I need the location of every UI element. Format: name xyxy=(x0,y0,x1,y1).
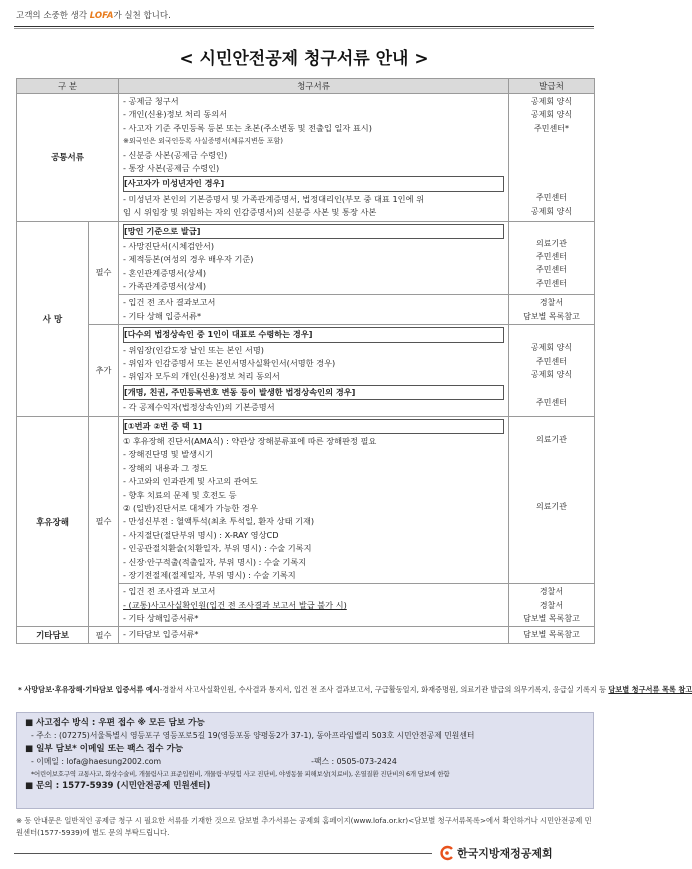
issuer: 주민센터 xyxy=(536,265,567,275)
common-docs xyxy=(119,94,509,222)
issuer: 공제회 양식 xyxy=(530,97,573,106)
death-required-docs2 xyxy=(119,295,509,325)
issuer: 의료기관 xyxy=(536,434,567,444)
col-issuer: 발급처 xyxy=(509,79,595,94)
issuer: 공제회 양식 xyxy=(530,110,573,120)
issuer: 담보별 목록참고 xyxy=(523,311,580,321)
list-item: - 사지절단(절단부위 명시) : X-RAY 영상CD xyxy=(123,529,279,540)
issuer: 주민센터 xyxy=(536,398,567,408)
list-item: - 기타 상해입증서류* xyxy=(123,613,199,624)
category-death: 사 망 xyxy=(17,221,89,416)
list-item: - 위임자 모두의 개인(신용)정보 처리 동의서 xyxy=(123,371,280,382)
issuer: 주민센터 xyxy=(536,278,567,288)
issuer: 경찰서 xyxy=(539,587,564,597)
top-rule xyxy=(14,26,594,29)
list-item: - 신장·안구적출(적출일자, 부위 명시) : 수술 기록지 xyxy=(123,556,307,567)
list-item: - 통장 사본(공제금 수령인) xyxy=(123,162,220,173)
mail-address: - 주소 : (07275)서울특별시 영등포구 영등포로5길 19(영등포동 양평동2가 37-1), 동아프라임밸리 503호 시민안전공제 민원센터 xyxy=(31,731,475,740)
table-row-death-additional xyxy=(17,325,595,416)
footnote: ※ 동 안내문은 일반적인 공제금 청구 시 필요한 서류를 기재한 것으로 담보별 추가서류는 공제회 홈페이지(www.lofa.or.kr)<담보별 청구서류목록>에서 확인하거나 시민안전공제 민원센터(1577-5939)에 별도 문의 부탁드립니다. xyxy=(16,816,592,837)
list-item: ② (일반)진단서로 대체가 가능한 경우 xyxy=(123,502,258,513)
category-common: 공통서류 xyxy=(17,94,119,222)
disability-heading-box xyxy=(123,419,504,434)
minor-box xyxy=(123,176,504,191)
list-item: - 공제금 청구서 xyxy=(123,96,179,106)
list-item: - 혼인관계증명서(상세) xyxy=(123,267,207,278)
other-docs xyxy=(119,627,509,643)
table-row-common xyxy=(17,94,595,222)
table-row-death-required xyxy=(17,221,595,295)
list-item: - 사고와의 인과관계 및 사고의 관여도 xyxy=(123,476,258,487)
brand-lofa: LOFA xyxy=(89,11,114,21)
issuer: 주민센터 xyxy=(536,193,567,203)
issuer: 담보별 목록참고 xyxy=(523,630,580,640)
email-fax-row xyxy=(25,756,585,769)
mail-heading: ■ 사고접수 방식 : 우편 접수 ※ 모든 담보 가능 xyxy=(25,718,205,728)
list-item: - 각 공제수익자(법정상속인)의 기본증명서 xyxy=(123,402,275,413)
tagline-suffix: 가 실천 합니다. xyxy=(113,11,171,21)
list-item: - 가족관계증명서(상세) xyxy=(123,281,207,292)
category-other: 기타담보 xyxy=(17,627,89,643)
col-category: 구 분 xyxy=(17,79,119,94)
issuer: 주민센터 xyxy=(536,356,567,366)
list-item: - 신분증 사본(공제금 수령인) xyxy=(123,149,228,160)
disability-issuers3 xyxy=(509,584,595,627)
list-item: - 위임장(인감도장 날인 또는 본인 서명) xyxy=(123,344,264,355)
additional-heading2: [개명, 친권, 주민등록번호 변동 등이 발생한 법정상속인의 경우] xyxy=(124,386,356,397)
list-item: - 입건 전 조사 결과보고서 xyxy=(123,297,216,308)
fax-number: -팩스 : 0505-073-2424 xyxy=(311,756,397,766)
note-reference: 담보별 청구서류 목록 참고 xyxy=(608,685,692,694)
issuer: 공제회 양식 xyxy=(530,370,573,380)
list-item: - 기타담보 입증서류* xyxy=(123,629,199,640)
list-item: - 장해진단명 및 발생시기 xyxy=(123,449,213,460)
list-item: ① 후유장해 진단서(AMA식) : 약관상 장해분류표에 따른 장해판정 필요 xyxy=(123,435,377,446)
list-item: - 제적등본(여성의 경우 배우자 기준) xyxy=(123,254,254,265)
list-item: - 만성신부전 : 혈액투석(최초 투석일, 환자 상태 기재) xyxy=(123,516,315,527)
lofa-logo-icon xyxy=(440,846,454,860)
list-item xyxy=(123,599,504,612)
list-item: - 인공관절치환술(치환일자, 부위 명시) : 수술 기록지 xyxy=(123,543,312,554)
death-required-docs xyxy=(119,221,509,295)
additional-heading-box xyxy=(123,327,504,342)
list-item: - 미성년자 본인의 기본증명서 및 가족관계증명서, 법정대리인(부모 중 대표 1인에 위 xyxy=(123,193,424,204)
issuer: 주민센터 xyxy=(536,251,567,261)
inquiry-heading: ■ 문의 : 1577-5939 (시민안전공제 민원센터) xyxy=(25,781,211,791)
issuer: 경찰서 xyxy=(539,600,564,610)
death-additional-issuers xyxy=(509,325,595,416)
death-heading: [망인 기준으로 발급] xyxy=(124,225,201,236)
additional-heading: [다수의 법정상속인 중 1인이 대표로 수령하는 경우] xyxy=(124,329,313,340)
email-fax-heading: ■ 일부 담보* 이메일 또는 팩스 접수 가능 xyxy=(25,743,184,754)
issuer: 공제회 양식 xyxy=(530,343,573,353)
organization-name: 한국지방재정공제회 xyxy=(457,847,553,860)
list-item: ※외국인은 외국인등록 사실증명서(체류지변동 포함) xyxy=(123,137,284,146)
disability-heading: [①번과 ②번 중 택 1] xyxy=(124,420,202,431)
tagline-prefix: 고객의 소중한 생각 xyxy=(16,11,90,21)
issuer: 경찰서 xyxy=(539,298,564,308)
list-item-text: - (교통)사고사실확인원(입건 전 조사결과 보고서 발급 불가 시) xyxy=(123,599,347,610)
note-text: -경찰서 사고사실확인원, 수사결과 통지서, 입건 전 조사 결과보고서, 구급활동일지, 화재증명원, 의료기관 발급의 의무기록지, 응급실 기록지 등 xyxy=(159,685,609,694)
category-disability: 후유장해 xyxy=(17,416,89,627)
common-issuers xyxy=(509,94,595,222)
sub-required: 필수 xyxy=(89,221,119,325)
table-row-disability xyxy=(17,416,595,584)
additional-heading2-box xyxy=(123,385,504,400)
list-item: - 위임자 인감증명서 또는 본인서명사실확인서(서명한 경우) xyxy=(123,358,336,369)
issuer: 의료기관 xyxy=(536,501,567,511)
note-heading: * 사망담보·후유장해·기타담보 입증서류 예시 xyxy=(18,685,160,694)
issuer: 담보별 목록참고 xyxy=(523,614,580,624)
list-item: - 사망진단서(시체검안서) xyxy=(123,240,215,251)
list-item: - 입건 전 조사결과 보고서 xyxy=(123,586,216,597)
minor-heading: [사고자가 미성년자인 경우] xyxy=(124,178,225,189)
list-item: - 사고자 기준 주민등록 등본 또는 초본(주소변동 및 전출입 일자 표시) xyxy=(123,122,372,133)
list-item: 임 시 위임장 및 위임하는 자의 인감증명서)의 신분증 사본 및 통장 사본 xyxy=(123,207,377,218)
issuer: 주민센터* xyxy=(534,123,569,133)
bottom-rule xyxy=(14,853,432,854)
sub-additional: 추가 xyxy=(89,325,119,416)
col-documents: 청구서류 xyxy=(119,79,509,94)
death-heading-box xyxy=(123,224,504,239)
list-item: - 개인(신용)정보 처리 동의서 xyxy=(123,109,228,120)
death-additional-docs xyxy=(119,325,509,416)
table-row-other xyxy=(17,627,595,643)
disability-docs3 xyxy=(119,584,509,627)
table-header-row xyxy=(17,79,595,94)
issuer: 의료기관 xyxy=(536,238,567,248)
eligible-coverage-note: *어린이보호구역 교통사고, 화상수술비, 개물림사고 표준입원비, 개물림·부딪힘 사고 진단비, 야생동물 피해보상(치료비), 온열질환 진단비의 6개 담보에 한함 xyxy=(31,770,450,778)
list-item: - 장기전절제(절제일자, 부위 명시) : 수술 기록지 xyxy=(123,569,296,580)
disability-issuers xyxy=(509,416,595,584)
organization-logo xyxy=(440,845,553,861)
sub-other-required: 필수 xyxy=(89,627,119,643)
other-issuer xyxy=(509,627,595,643)
death-required-issuers2 xyxy=(509,295,595,325)
tagline xyxy=(16,9,171,21)
list-item: - 기타 상해 입증서류* xyxy=(123,310,202,321)
death-required-issuers xyxy=(509,221,595,295)
email-address[interactable]: - 이메일 : lofa@haesung2002.com xyxy=(31,756,162,766)
disability-docs xyxy=(119,416,509,584)
list-item: - 향후 치료의 문제 및 호전도 등 xyxy=(123,489,237,500)
list-item: - 장해의 내용과 그 정도 xyxy=(123,462,208,473)
claim-documents-table xyxy=(16,78,595,644)
evidence-note xyxy=(18,685,692,695)
page-title: < 시민안전공제 청구서류 안내 > xyxy=(179,49,429,69)
sub-disability-required: 필수 xyxy=(89,416,119,627)
issuer: 공제회 양식 xyxy=(530,206,573,216)
contact-info-box xyxy=(16,712,594,809)
